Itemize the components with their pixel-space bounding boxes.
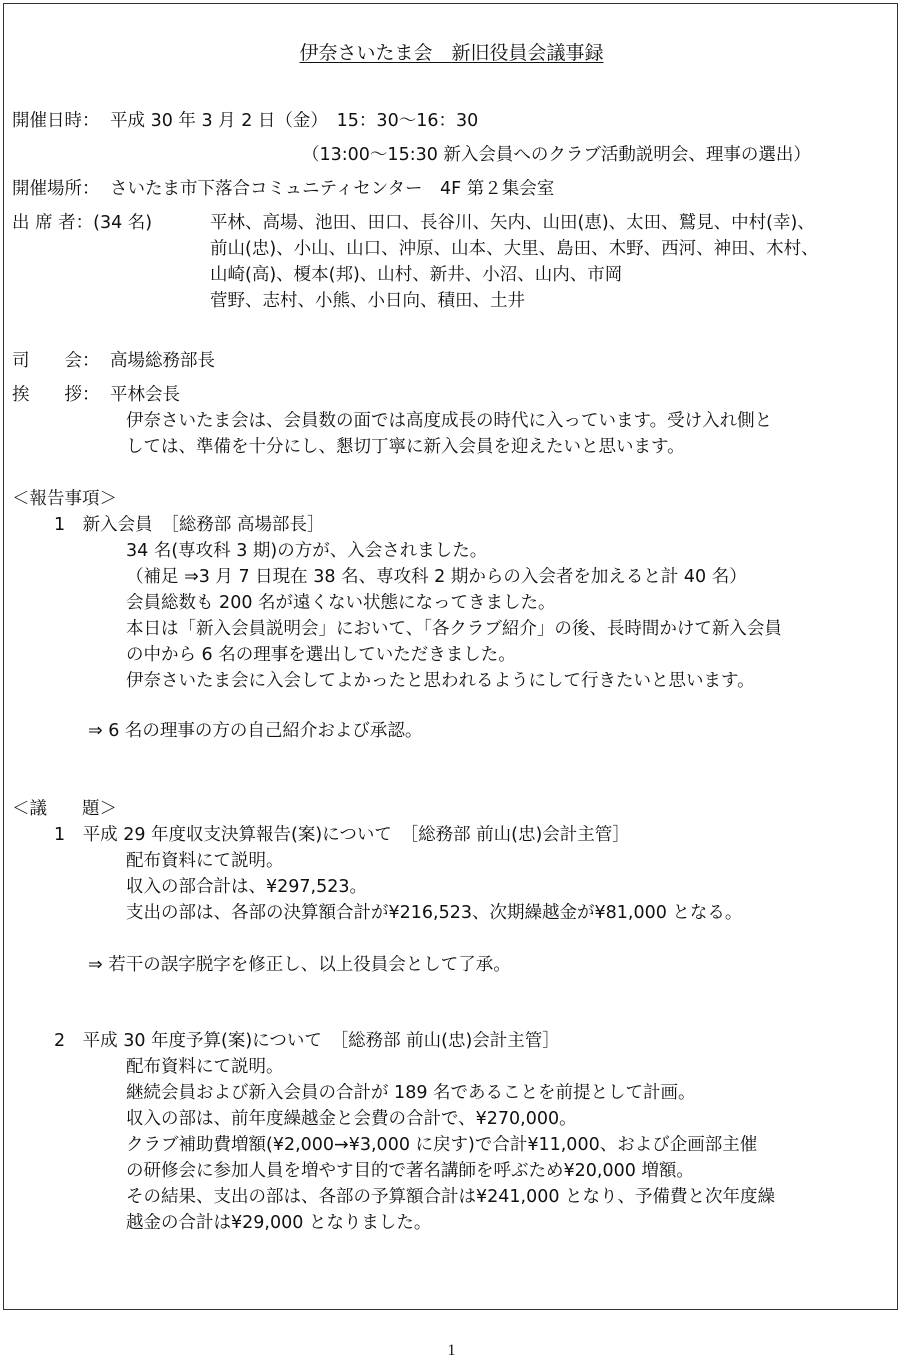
place-label: 開催場所： bbox=[12, 179, 100, 199]
agenda-item-line: 配布資料にて説明。 bbox=[126, 851, 284, 871]
report-item-line: の中から 6 名の理事を選出していただきました。 bbox=[126, 645, 516, 665]
agenda-item-line: の研修会に参加人員を増やす目的で著名講師を呼ぶため¥20,000 増額。 bbox=[126, 1161, 694, 1181]
agenda-item-line: 収入の部は、前年度繰越金と会費の合計で、¥270,000。 bbox=[126, 1109, 577, 1129]
greeting-text-line: しては、準備を十分にし、懇切丁寧に新入会員を迎えたいと思います。 bbox=[126, 437, 685, 457]
chair-value: 高場総務部長 bbox=[110, 351, 215, 371]
agenda-item-title: 1 平成 29 年度収支決算報告(案)について ［総務部 前山(忠)会計主管］ bbox=[54, 825, 630, 845]
report-item-line: 本日は「新入会員説明会」において、「各クラブ紹介」の後、長時間かけて新入会員 bbox=[126, 619, 782, 639]
agenda-item-line: 支出の部は、各部の決算額合計が¥216,523、次期繰越金が¥81,000 となる。 bbox=[126, 903, 743, 923]
date-note: （13:00〜15:30 新入会員へのクラブ活動説明会、理事の選出） bbox=[302, 145, 811, 165]
agenda-item-line: 配布資料にて説明。 bbox=[126, 1057, 284, 1077]
document-title: 伊奈さいたま会 新旧役員会議事録 bbox=[299, 42, 604, 64]
reports-heading: ＜報告事項＞ bbox=[12, 489, 117, 509]
agenda-item-line: その結果、支出の部は、各部の予算額合計は¥241,000 となり、予備費と次年度繰 bbox=[126, 1187, 776, 1207]
greeting-label: 挨 拶： bbox=[12, 385, 100, 405]
attendees-line: 菅野、志村、小熊、小日向、積田、土井 bbox=[210, 291, 525, 311]
attendees-line: 前山(忠)、小山、山口、沖原、山本、大里、島田、木野、西河、神田、木村、 bbox=[210, 239, 819, 259]
agenda-item-line: 越金の合計は¥29,000 となりました。 bbox=[126, 1213, 432, 1233]
attendees-label: 出 席 者：(34 名) bbox=[12, 213, 153, 233]
agenda-item-result: ⇒ 若干の誤字脱字を修正し、以上役員会として了承。 bbox=[88, 955, 511, 975]
report-item-line: 34 名(専攻科 3 期)の方が、入会されました。 bbox=[126, 541, 488, 561]
greeting-text-line: 伊奈さいたま会は、会員数の面では高度成長の時代に入っています。受け入れ側と bbox=[126, 411, 773, 431]
report-item-result: ⇒ 6 名の理事の方の自己紹介および承認。 bbox=[88, 721, 423, 741]
report-item-line: （補足 ⇒3 月 7 日現在 38 名、専攻科 2 期からの入会者を加えると計 40 名） bbox=[126, 567, 747, 587]
place-value: さいたま市下落合コミュニティセンター 4F 第２集会室 bbox=[110, 179, 555, 199]
agenda-item-title: 2 平成 30 年度予算(案)について ［総務部 前山(忠)会計主管］ bbox=[54, 1031, 560, 1051]
report-item-line: 伊奈さいたま会に入会してよかったと思われるようにして行きたいと思います。 bbox=[126, 671, 755, 691]
chair-label: 司 会： bbox=[12, 351, 100, 371]
agenda-item-line: クラブ補助費増額(¥2,000→¥3,000 に戻す)で合計¥11,000、および企画部主催 bbox=[126, 1135, 758, 1155]
attendees-line: 平林、高場、池田、田口、長谷川、矢内、山田(恵)、太田、鷲見、中村(幸)、 bbox=[210, 213, 815, 233]
agenda-item-line: 継続会員および新入会員の合計が 189 名であることを前提として計画。 bbox=[126, 1083, 696, 1103]
report-item-line: 会員総数も 200 名が遠くない状態になってきました。 bbox=[126, 593, 556, 613]
date-value: 平成 30 年 3 月 2 日（金） 15：30〜16：30 bbox=[110, 111, 479, 131]
agenda-heading: ＜議 題＞ bbox=[12, 799, 117, 819]
agenda-item-line: 収入の部合計は、¥297,523。 bbox=[126, 877, 368, 897]
attendees-line: 山崎(高)、榎本(邦)、山村、新井、小沼、山内、市岡 bbox=[210, 265, 623, 285]
report-item-title: 1 新入会員 ［総務部 高場部長］ bbox=[54, 515, 325, 535]
page-number: 1 bbox=[447, 1342, 456, 1359]
date-label: 開催日時： bbox=[12, 111, 100, 131]
greeting-value: 平林会長 bbox=[110, 385, 180, 405]
